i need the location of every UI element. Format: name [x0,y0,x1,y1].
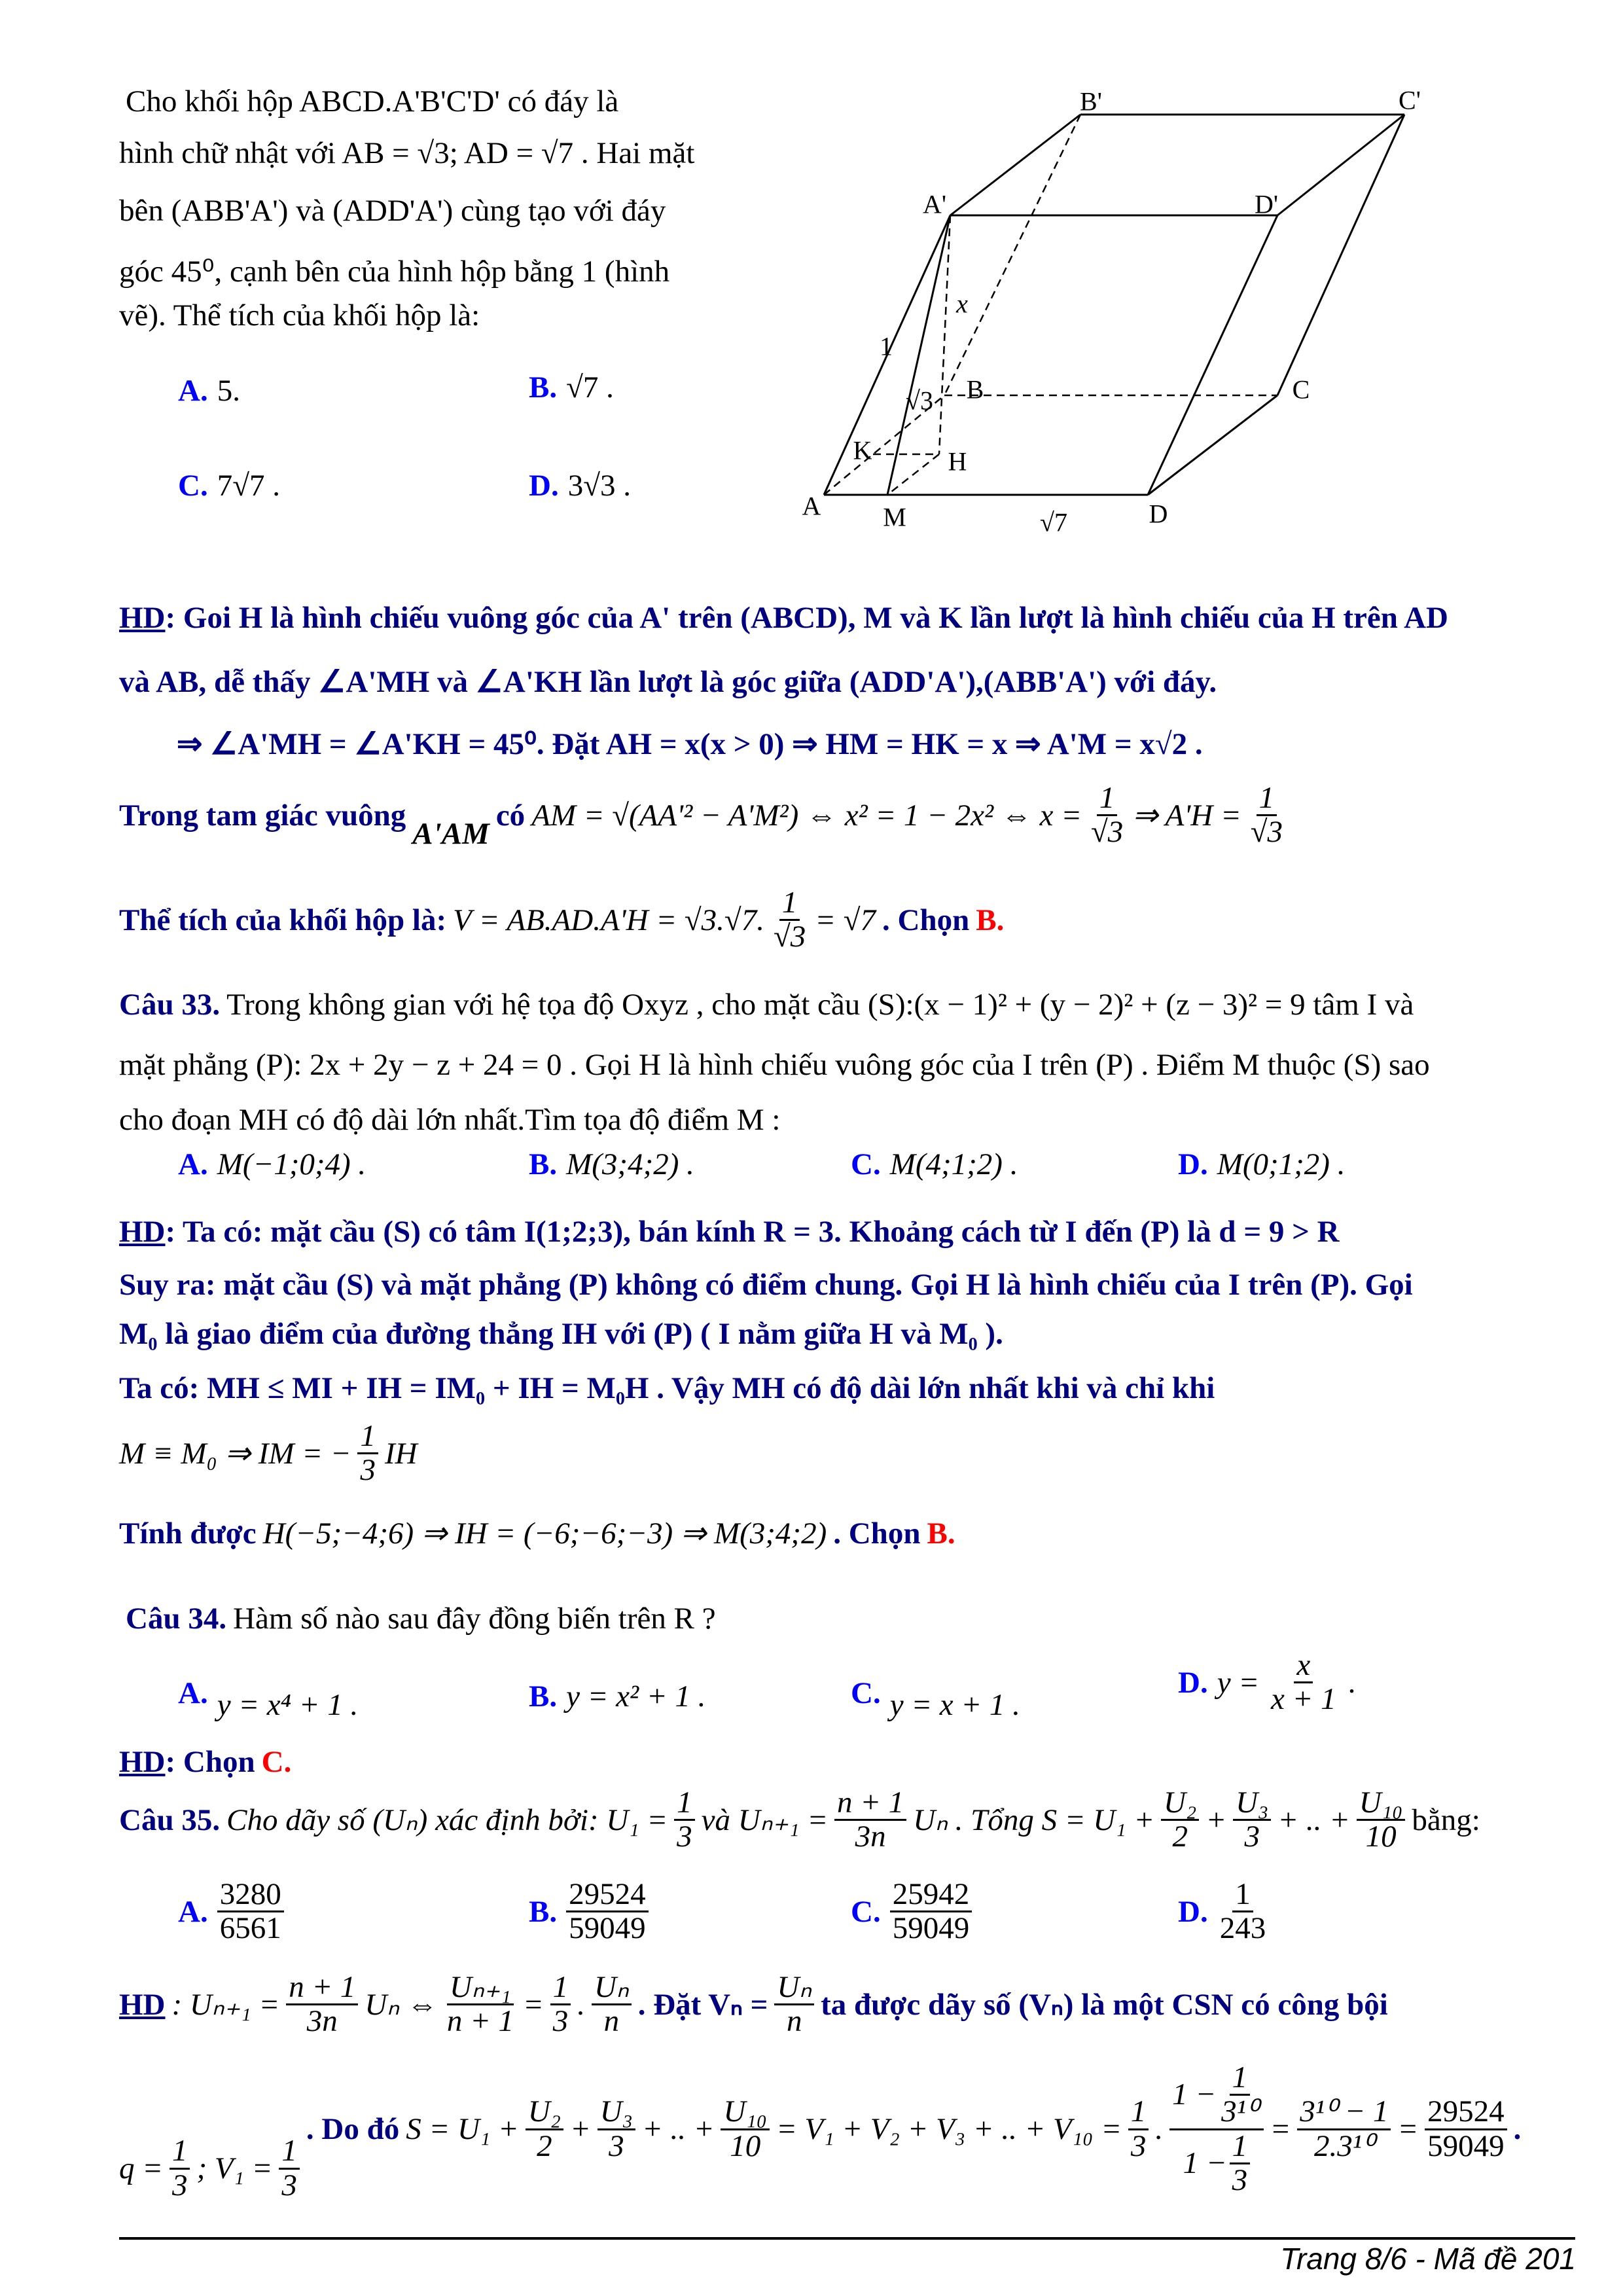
hd-line [119,1214,1340,1249]
math-text: n [786,2004,802,2039]
page-footer: Trang 8/6 - Mã đề 201 [1280,2242,1576,2276]
math-text: 1 − [1172,2077,1217,2112]
math-text: U₁₀ [721,2096,770,2130]
q34-line [126,1601,716,1636]
math-text: 1 [279,2135,300,2169]
option-letter: C. [851,1894,881,1929]
math-text: 1 [550,1971,571,2005]
option-value: y = x² + 1 . [566,1679,706,1713]
math-text: 3 [360,1453,376,1488]
segment-a1-m [887,215,950,495]
math-expression: Uₙ ⇔ [365,1988,438,2022]
math-text: √3 [773,920,806,954]
math-expression: IH [384,1436,418,1471]
option-value: 3√3 . [567,469,631,503]
q32-intro-line-1: Cho khối hộp ABCD.A'B'C'D' có đáy là [126,84,619,118]
choose-text: . Chọn [833,1516,921,1551]
fraction [444,1971,516,2038]
q32-intro-line-3: bên (ABB'A') và (ADD'A') cùng tạo với đáy [119,194,666,228]
option-letter: A. [178,1894,208,1929]
edge-b1-b [944,115,1080,395]
label-1: 1 [880,331,893,361]
math-text: U₃ [597,2096,635,2130]
math-text: 1 [1230,2130,1251,2164]
math-text: 3¹⁰ [1221,2094,1258,2129]
fraction [1161,1787,1199,1854]
option-letter: D. [529,469,559,503]
label-a1: A' [922,189,947,219]
q32-hd-line-5 [119,887,1004,954]
option-letter: B. [529,1147,558,1181]
solid-edges [824,115,1404,495]
math-text: √3 [1250,815,1283,850]
option-letter: D. [1178,1665,1208,1700]
label-sqrt3: √3 [906,386,933,416]
q33-hd-line-4: Ta có: MH ≤ MI + IH = IM₀ + IH = M₀H . Vậy MH có độ dài lớn nhất khi và chỉ khi [119,1371,1215,1405]
q32-hd-line-3: ⇒ ∠A'MH = ∠A'KH = 45⁰. Đặt AH = x(x > 0) ⇒ HM = HK = x ⇒ A'M = x√2 . [177,727,1203,761]
result-fraction [1425,2096,1507,2162]
fraction [550,1971,571,2038]
answer: C. [261,1745,292,1779]
q33-option-b[interactable] [529,1147,694,1182]
edge-d1-d [1148,215,1277,495]
hd-label: HD [119,1987,166,2022]
math-text: 3 [1130,2128,1147,2163]
q35-option-a[interactable] [178,1878,284,1945]
hd-line [119,600,1448,636]
math-text: x [1294,1649,1313,1683]
q35-line-1 [119,1787,1480,1854]
math-text: 3 [609,2128,624,2163]
fraction [526,2096,563,2162]
math-expression: ⇒ A'H = [1132,798,1241,833]
q35-option-d[interactable] [1178,1878,1268,1945]
hd-label: HD [119,1745,166,1779]
fraction [1297,2096,1391,2162]
math-text: Uₙ₊₁ [447,1971,514,2005]
answer: B. [976,903,1005,937]
option-fraction [1217,1878,1269,1945]
math-text: 1 [779,887,800,921]
math-text: 6561 [219,1911,281,1946]
math-text: n [603,2004,620,2039]
math-text: 3n [306,2004,338,2039]
q33-option-d[interactable] [1178,1147,1345,1182]
choose-text: . Chọn [882,903,970,937]
math-expression: + [1205,1803,1227,1837]
complex-fraction [1169,2062,1263,2197]
math-text: 1 [1230,2062,1251,2096]
math-expression: = V₁ + V₂ + V₃ + .. + V₁₀ = [776,2112,1122,2147]
math-expression: Uₙ . Tổng S = U₁ + [913,1803,1155,1838]
option-letter: B. [529,370,558,404]
fraction [1128,2096,1149,2162]
hd-text: : Ta có: mặt cầu (S) có tâm I(1;2;3), bán kính R = 3. Khoảng cách từ I đến (P) là d = 9 > R [165,1215,1340,1249]
fraction [1233,1787,1271,1854]
option-fraction [217,1878,284,1945]
fraction [834,1787,906,1854]
math-text: 3 [281,2168,297,2202]
option-value: M(−1;0;4) . [217,1147,366,1181]
q33-option-c[interactable] [851,1147,1018,1182]
math-text: U₃ [1233,1787,1271,1821]
option-letter: D. [1178,1147,1208,1181]
q32-intro-line-4: góc 45⁰, cạnh bên của hình hộp bằng 1 (hình [119,255,670,289]
math-text: U₂ [1161,1787,1199,1821]
q32-hd-line-2: và AB, dễ thấy ∠A'MH và ∠A'KH lần lượt là góc giữa (ADD'A'),(ABB'A') với đáy. [119,665,1217,699]
question-text: Hàm số nào sau đây đồng biến trên R ? [233,1602,716,1636]
fraction [279,2135,300,2202]
label-a: A [802,491,821,521]
fraction [1357,1787,1406,1854]
label-b: B [966,374,984,404]
math-text: U₁₀ [1357,1787,1406,1821]
math-text: n + 1 [834,1787,906,1821]
label-sqrt7: √7 [1040,507,1067,537]
label-h: H [948,446,967,476]
math-text: 25942 [890,1878,972,1912]
fraction [721,2096,770,2162]
math-expression: M ≡ M₀ ⇒ IM = − [119,1437,351,1471]
math-expression: S = U₁ + [406,2112,519,2147]
question-text: Trong không gian với hệ tọa độ Oxyz , cho mặt cầu (S):(x − 1)² + (y − 2)² + (z − 3)² = 9 tâm I và [226,988,1414,1022]
option-letter: B. [529,1894,558,1929]
option-letter: C. [851,1147,881,1181]
math-expression: . [1155,2112,1164,2147]
option-letter: C. [851,1676,881,1710]
label-m: M [883,502,906,532]
math-text: n + 1 [446,2004,514,2039]
label-c1: C' [1399,85,1421,115]
math-text: 2 [537,2128,552,2163]
q33-option-a[interactable] [178,1147,366,1182]
math-text: 1 [1128,2096,1149,2130]
option-value: 5. [217,374,240,408]
edge-d1-c1 [1277,115,1404,215]
question-text: bằng: [1412,1803,1480,1837]
math-text: 1 [674,1787,695,1821]
hd-text: . Do đó [306,2112,400,2147]
option-value: √7 . [566,370,614,404]
option-letter: A. [178,374,208,408]
math-expression: + [570,2112,591,2147]
fraction [1088,782,1126,849]
q33-line-2: mặt phẳng (P): 2x + 2y − z + 24 = 0 . Gọi H là hình chiếu vuông góc của I trên (P) . Điểm M thuộc (S) sao [119,1048,1430,1082]
hd-text: Trong tam giác vuông [119,798,406,833]
math-expression: = [1397,2112,1419,2147]
option-value: M(0;1;2) . [1217,1147,1346,1181]
fraction [169,2135,190,2202]
math-text: 1 [1257,782,1277,816]
question-label: Câu 35. [119,1803,221,1837]
label-b1: B' [1080,86,1102,117]
math-text: U₂ [526,2096,563,2130]
math-expression: = √7 [815,903,876,937]
q33-hd-line-6 [119,1515,955,1551]
fraction [592,1971,632,2038]
math-text: Uₙ [774,1971,814,2005]
option-letter: A. [178,1676,208,1710]
math-text: 29524 [566,1878,649,1912]
option-letter: B. [529,1679,558,1713]
fraction [774,1971,814,2038]
math-text: 59049 [1427,2128,1505,2163]
choose-text: : Chọn [165,1745,255,1779]
q33-hd-line-1 [119,1214,1340,1249]
answer: B. [927,1516,955,1551]
q32-hd-line-1 [119,600,1448,636]
hd-text: : Goi H là hình chiếu vuông góc của A' trên (ABCD), M và K lần lượt là hình chiếu của H trên AD [165,601,1448,635]
math-expression: = [523,1987,544,2022]
fraction [286,1971,358,2038]
math-text: 1 [1097,782,1118,816]
segment-a1-h [939,215,950,454]
hd-text: Thể tích của khối hộp là: [119,903,447,937]
math-text: 10 [730,2128,761,2163]
math-text: 1 [357,1420,378,1454]
hd-label: HD [119,1215,166,1249]
math-text: 1 − [1183,2145,1227,2180]
math-text: 3280 [217,1878,284,1912]
q34-option-a[interactable] [178,1676,359,1722]
math-expression: . [577,1987,586,2022]
triangle-name: A'AM [412,816,490,851]
math-text: 3 [1244,1820,1260,1854]
footer-divider [119,2237,1575,2240]
parallelepiped-figure [0,0,1623,563]
math-expression: + .. + [642,2112,715,2147]
math-expression: ; V₁ = [196,2151,273,2186]
option-letter: A. [178,1147,208,1181]
label-x: x [956,289,968,319]
math-expression: và Uₙ₊₁ = [701,1803,829,1838]
q32-intro-line-2: hình chữ nhật với AB = √3; AD = √7 . Hai mặt [119,136,695,170]
fraction [1248,782,1285,849]
q33-line-1 [119,987,1414,1022]
label-c: C [1292,374,1310,404]
fraction [771,887,808,954]
q32-hd-line-4 [119,782,1285,849]
option-value: M(3;4;2) . [566,1147,694,1181]
option-letter: D. [1178,1894,1208,1929]
option-value: y = x + 1 . [889,1688,1020,1722]
math-expression: q = [119,2151,163,2186]
option-value: y = x⁴ + 1 . [217,1688,359,1722]
q35-hd-line-2 [119,2060,1522,2202]
edge-d-c [1148,395,1277,495]
math-text: 10 [1365,1820,1397,1854]
question-label: Câu 34. [126,1602,227,1636]
math-expression: V = AB.AD.A'H = √3.√7. [453,903,764,937]
edge-c1-c [1277,115,1404,395]
q34-hd [119,1744,291,1780]
math-text: 3 [552,2004,569,2039]
q35-option-c[interactable] [851,1878,972,1945]
math-text: 29524 [1425,2096,1507,2130]
edge-a1-b1 [950,115,1080,215]
math-text: n + 1 [286,1971,358,2005]
option-fraction [890,1878,972,1945]
q33-hd-line-3: M₀ là giao điểm của đường thẳng IH với (P) ( I nằm giữa H và M₀ ). [119,1317,1003,1351]
math-text: 3 [677,1820,692,1854]
fraction [674,1787,695,1854]
q33-line-3: cho đoạn MH có độ dài lớn nhất.Tìm tọa độ điểm M : [119,1103,781,1137]
q33-hd-line-5 [119,1420,418,1487]
math-text: 3¹⁰ − 1 [1297,2096,1391,2130]
label-k: K [853,435,872,465]
math-text: 243 [1219,1911,1266,1946]
math-text: √3 [1090,815,1124,850]
math-text: 3 [1232,2163,1248,2198]
math-expression: : Uₙ₊₁ = [171,1988,280,2022]
q33-hd-line-2: Suy ra: mặt cầu (S) và mặt phẳng (P) không có điểm chung. Gọi H là hình chiếu của I trên (P). Gọi [119,1268,1413,1302]
fraction [357,1420,378,1487]
math-text: Uₙ [592,1971,632,2005]
fraction [1268,1649,1339,1716]
math-text: 3n [855,1820,886,1854]
q34-option-c[interactable] [851,1676,1020,1722]
math-text: 1 [169,2135,190,2169]
q35-hd-line-1 [119,1971,1388,2038]
hd-text: . Đặt Vₙ = [637,1988,768,2022]
hd-text: ta được dãy số (Vₙ) là một CSN có công bội [821,1988,1388,2022]
option-value: 7√7 . [217,469,280,503]
math-text: 59049 [892,1911,970,1946]
hidden-edges [824,115,1277,495]
math-expression: H(−5;−4;6) ⇒ IH = (−6;−6;−3) ⇒ M(3;4;2) [262,1516,827,1551]
math-expression: Cho dãy số (Uₙ) xác định bởi: U₁ = [226,1803,668,1838]
hd-label: HD [119,601,166,635]
hd-text: có [495,798,526,833]
hd-line [119,1744,255,1780]
math-expression: AM = √(AA'² − A'M²) ⇔ x² = 1 − 2x² ⇔ x = [531,798,1082,833]
option-value: M(4;1;2) . [889,1147,1018,1181]
period: . [1513,2112,1522,2147]
option-letter: C. [178,469,208,503]
math-text: 2 [1172,1820,1188,1854]
math-text: 1 [1232,1878,1253,1912]
question-label: Câu 33. [119,988,221,1022]
math-text: 2.3¹⁰ [1314,2128,1374,2163]
math-text: 59049 [569,1911,646,1946]
math-expression: + .. + [1277,1803,1350,1837]
math-text: 3 [171,2168,188,2202]
hd-text: Tính được [119,1516,257,1551]
math-expression: = [1270,2112,1291,2147]
q34-option-b[interactable] [529,1679,705,1714]
option-fraction [566,1878,649,1945]
q35-option-b[interactable] [529,1878,649,1945]
label-d1: D' [1254,189,1279,219]
q34-option-d[interactable] [1178,1649,1355,1716]
label-d: D [1149,499,1168,529]
period: . [1347,1665,1356,1700]
q32-intro-line-5: vẽ). Thể tích của khối hộp là: [119,298,480,332]
option-value: y = [1217,1665,1260,1700]
fraction [597,2096,635,2162]
math-text: x + 1 [1271,1682,1336,1717]
